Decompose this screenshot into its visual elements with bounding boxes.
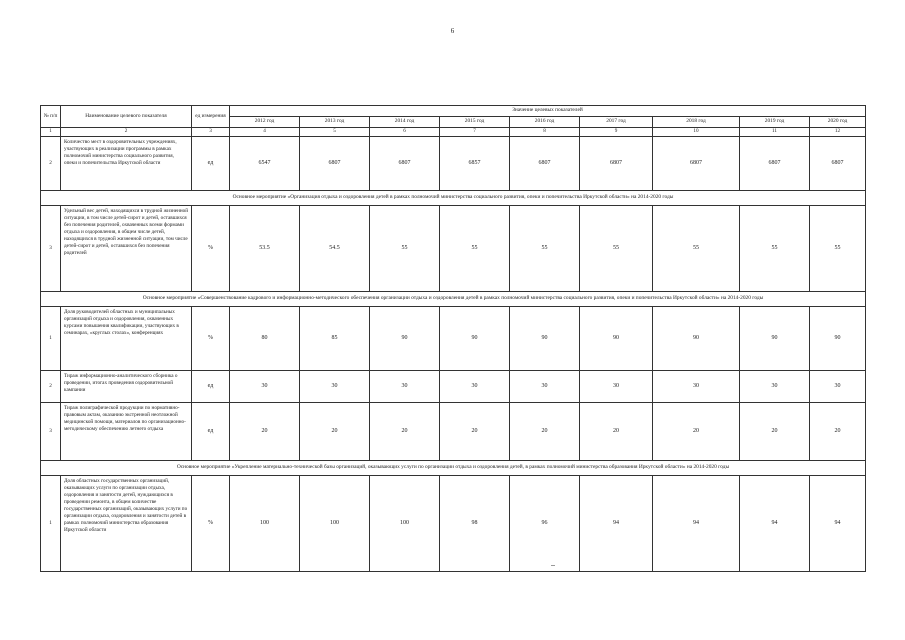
value-cell: 90: [810, 307, 866, 371]
value-cell: 90: [440, 307, 510, 371]
value-cell: 55: [440, 206, 510, 292]
value-cell: 30: [510, 371, 580, 403]
header-number: № п/п: [41, 106, 61, 128]
section-header-row: [41, 191, 866, 206]
row-number: 1: [41, 307, 61, 371]
value-cell: 20: [740, 403, 810, 461]
year-header: 2012 год: [230, 117, 300, 128]
table-row: [41, 371, 866, 403]
year-header: 2014 год: [370, 117, 440, 128]
row-number: 1: [41, 476, 61, 572]
value-cell: 55: [740, 206, 810, 292]
value-cell: 30: [300, 371, 370, 403]
value-cell: 90: [370, 307, 440, 371]
value-cell: 6807: [370, 137, 440, 191]
value-cell: 94: [653, 476, 740, 572]
section-title: Основное мероприятие «Совершенствование кадрового и информационно-методического обеспечения организации отдыха и оздоровления детей в рамках полномочий министерства социального развития, опеки и попечительства Иркутской области» на 2014-2020 годы: [41, 292, 866, 307]
value-cell: 20: [300, 403, 370, 461]
value-cell: 30: [653, 371, 740, 403]
value-cell: 85: [300, 307, 370, 371]
value-cell: 90: [740, 307, 810, 371]
value-cell: 55: [653, 206, 740, 292]
value-cell: 100: [300, 476, 370, 572]
column-index: 11: [740, 128, 810, 137]
section-title: Основное мероприятие «Организация отдыха и оздоровления детей в рамках полномочий министерства социального развития, опеки и попечительства Иркутской области» на 2014-2020 годы: [41, 191, 866, 206]
value-cell: 96: [510, 476, 580, 572]
indicators-sheet: [40, 105, 865, 572]
unit-cell: ед: [192, 137, 230, 191]
value-cell: 53.5: [230, 206, 300, 292]
year-header: 2013 год: [300, 117, 370, 128]
scan-mark: [551, 565, 555, 566]
value-cell: 80: [230, 307, 300, 371]
value-cell: 20: [810, 403, 866, 461]
column-index: 6: [370, 128, 440, 137]
page-number: 6: [450, 27, 455, 35]
column-index: 9: [580, 128, 653, 137]
table-body: [41, 137, 866, 572]
value-cell: 20: [370, 403, 440, 461]
unit-cell: ед: [192, 403, 230, 461]
value-cell: 30: [230, 371, 300, 403]
year-header: 2019 год: [740, 117, 810, 128]
value-cell: 55: [810, 206, 866, 292]
indicator-name: Количество мест в оздоровительных учреждениях, участвующих в реализации программы в рамках полномочий министерства социального развития, опеки и попечительства Иркутской области: [61, 137, 192, 191]
column-index: 12: [810, 128, 866, 137]
value-cell: 30: [810, 371, 866, 403]
indicator-name: Доля областных государственных организаций, оказывающих услуги по организации отдыха, оздоровления и занятости детей, нуждающихся в проведении ремонта, в общем количестве государственных организаций, оказывающих услуги по организации отдыха, оздоровления и занятости детей в рамках полномочий министерства образования Иркутской области: [61, 476, 192, 572]
year-header: 2016 год: [510, 117, 580, 128]
row-number: 3: [41, 403, 61, 461]
table-row: [41, 307, 866, 371]
value-cell: 6807: [580, 137, 653, 191]
value-cell: 54.5: [300, 206, 370, 292]
unit-cell: %: [192, 476, 230, 572]
value-cell: 94: [580, 476, 653, 572]
column-index: 8: [510, 128, 580, 137]
value-cell: 6857: [440, 137, 510, 191]
header-unit: ед измерения: [192, 106, 230, 128]
value-cell: 6807: [810, 137, 866, 191]
unit-cell: %: [192, 307, 230, 371]
value-cell: 55: [580, 206, 653, 292]
value-cell: 6807: [653, 137, 740, 191]
value-cell: 6547: [230, 137, 300, 191]
table-row: [41, 137, 866, 191]
row-number: 2: [41, 371, 61, 403]
section-title: Основное мероприятие «Укрепление материально-технической базы организаций, оказывающих услуги по организации отдыха и оздоровления детей, в рамках полномочий министерства образования Иркутской области» на 2014-2020 годы: [41, 461, 866, 476]
indicator-name: Удельный вес детей, находящихся в трудной жизненной ситуации, в том числе детей-сирот и детей, оставшихся без попечения родителей, охваченных всеми формами отдыха и оздоровления, в общем числе детей, находящихся в трудной жизненной ситуации, том числе детей-сирот и детей, оставшихся без попечения родителей: [61, 206, 192, 292]
indicator-name: Тираж полиграфической продукции по нормативно-правовым актам, оказанию экстренной неотложной медицинской помощи, материалов по организационно-методическому обеспечению летнего отдыха: [61, 403, 192, 461]
value-cell: 30: [580, 371, 653, 403]
indicators-table: [40, 105, 866, 572]
table-row: [41, 476, 866, 572]
value-cell: 6807: [740, 137, 810, 191]
column-index: 7: [440, 128, 510, 137]
value-cell: 55: [510, 206, 580, 292]
header-indicator-name: Наименование целевого показателя: [61, 106, 192, 128]
year-header: 2018 год: [653, 117, 740, 128]
unit-cell: ед: [192, 371, 230, 403]
unit-cell: %: [192, 206, 230, 292]
value-cell: 20: [440, 403, 510, 461]
row-number: 2: [41, 137, 61, 191]
value-cell: 94: [740, 476, 810, 572]
value-cell: 94: [810, 476, 866, 572]
value-cell: 20: [510, 403, 580, 461]
value-cell: 6807: [300, 137, 370, 191]
value-cell: 100: [230, 476, 300, 572]
column-index: 2: [61, 128, 192, 137]
value-cell: 100: [370, 476, 440, 572]
value-cell: 98: [440, 476, 510, 572]
value-cell: 20: [580, 403, 653, 461]
row-number: 3: [41, 206, 61, 292]
value-cell: 30: [370, 371, 440, 403]
column-index: 1: [41, 128, 61, 137]
header-values: Значение целевых показателей: [230, 106, 866, 117]
indicator-name: Доля руководителей областных и муниципальных организаций отдыха и оздоровления, охваченных курсами повышения квалификации, участвующих в семинарах, «круглых столах», конференциях: [61, 307, 192, 371]
value-cell: 20: [230, 403, 300, 461]
year-header: 2017 год: [580, 117, 653, 128]
indicator-name: Тираж информационно-аналитического сборника о проведении, итогах проведения оздоровительной кампании: [61, 371, 192, 403]
value-cell: 90: [653, 307, 740, 371]
value-cell: 55: [370, 206, 440, 292]
column-index-row: [41, 128, 866, 137]
section-header-row: [41, 461, 866, 476]
year-header: 2015 год: [440, 117, 510, 128]
section-header-row: [41, 292, 866, 307]
value-cell: 6807: [510, 137, 580, 191]
value-cell: 90: [580, 307, 653, 371]
column-index: 3: [192, 128, 230, 137]
value-cell: 90: [510, 307, 580, 371]
column-index: 5: [300, 128, 370, 137]
column-index: 10: [653, 128, 740, 137]
value-cell: 20: [653, 403, 740, 461]
table-row: [41, 403, 866, 461]
year-header: 2020 год: [810, 117, 866, 128]
value-cell: 30: [740, 371, 810, 403]
column-index: 4: [230, 128, 300, 137]
value-cell: 30: [440, 371, 510, 403]
table-row: [41, 206, 866, 292]
